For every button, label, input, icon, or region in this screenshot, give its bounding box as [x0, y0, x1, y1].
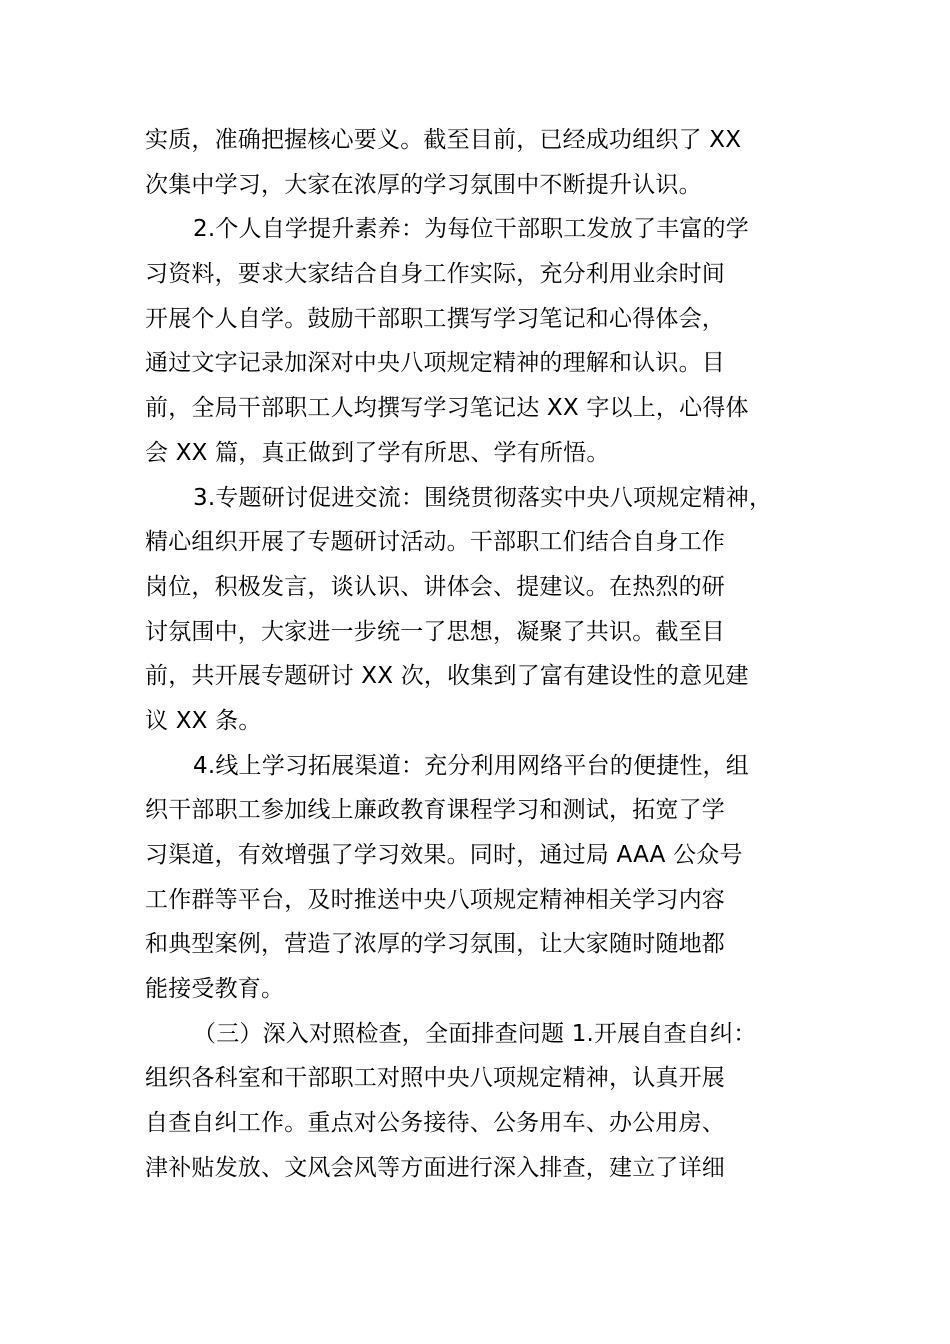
text-line: 津补贴发放、文风会风等方面进行深入排查，建立了详细	[145, 1154, 725, 1181]
text-line: 岗位，积极发言，谈认识、讲体会、提建议。在热烈的研	[145, 573, 725, 600]
paragraph-self-inspection	[145, 1012, 815, 1191]
text-line: 3.专题研讨促进交流：围绕贯彻落实中央八项规定精神，	[193, 484, 773, 511]
paragraph-self-study	[145, 207, 815, 475]
text-line: 前，全局干部职工人均撰写学习笔记达 XX 字以上，心得体	[145, 395, 749, 422]
text-line: 和典型案例，营造了浓厚的学习氛围，让大家随时随地都	[145, 931, 725, 958]
text-line: （三）深入对照检查，全面排查问题 1.开展自查自纠：	[193, 1020, 757, 1047]
text-line: 次集中学习，大家在浓厚的学习氛围中不断提升认识。	[145, 171, 702, 198]
paragraph-online-learning	[145, 744, 815, 1012]
text-line: 精心组织开展了专题研讨活动。干部职工们结合自身工作	[145, 529, 725, 556]
text-line: 能接受教育。	[145, 976, 285, 1003]
text-line: 组织各科室和干部职工对照中央八项规定精神，认真开展	[145, 1065, 725, 1092]
paragraph-continuation	[145, 118, 815, 207]
paragraph-seminar	[145, 476, 815, 744]
text-line: 通过文字记录加深对中央八项规定精神的理解和认识。目	[145, 350, 725, 377]
document-page	[145, 118, 815, 1191]
text-line: 自查自纠工作。重点对公务接待、公务用车、办公用房、	[145, 1110, 725, 1137]
text-line: 前，共开展专题研讨 XX 次，收集到了富有建设性的意见建	[145, 663, 749, 690]
text-line: 议 XX 条。	[145, 707, 262, 734]
text-line: 习渠道，有效增强了学习效果。同时，通过局 AAA 公众号	[145, 842, 743, 868]
text-line: 实质，准确把握核心要义。截至目前，已经成功组织了 XX	[145, 127, 742, 153]
text-line: 工作群等平台，及时推送中央八项规定精神相关学习内容	[145, 886, 725, 913]
text-line: 2.个人自学提升素养：为每位干部职工发放了丰富的学	[193, 216, 749, 243]
text-line: 讨氛围中，大家进一步统一了思想，凝聚了共识。截至目	[145, 618, 725, 645]
text-line: 习资料，要求大家结合自身工作实际，充分利用业余时间	[145, 261, 725, 288]
text-line: 会 XX 篇，真正做到了学有所思、学有所悟。	[145, 439, 610, 466]
text-line: 织干部职工参加线上廉政教育课程学习和测试，拓宽了学	[145, 797, 725, 824]
text-line: 开展个人自学。鼓励干部职工撰写学习笔记和心得体会，	[145, 305, 725, 332]
text-line: 4.线上学习拓展渠道：充分利用网络平台的便捷性，组	[193, 752, 749, 779]
